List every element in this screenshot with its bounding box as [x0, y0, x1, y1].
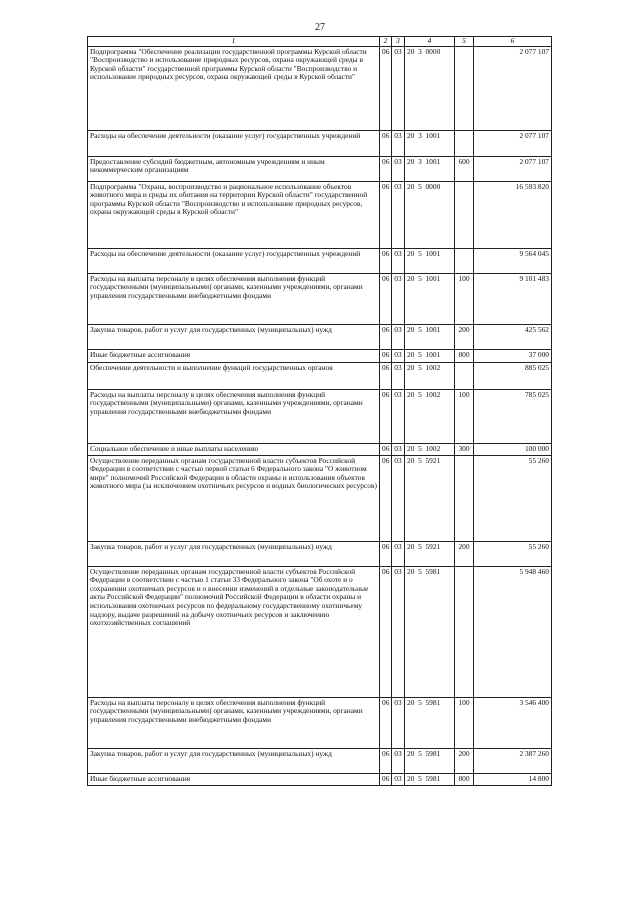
row-expense-type-cell: 200: [455, 541, 474, 566]
row-section-cell: 06: [380, 181, 392, 248]
table-row: [88, 541, 552, 566]
row-subsection-cell: 03: [392, 541, 405, 566]
row-amount-cell: 14 800: [474, 773, 552, 785]
row-amount-cell: 37 000: [474, 349, 552, 362]
row-subsection-cell: 03: [392, 349, 405, 362]
row-section-cell: 06: [380, 773, 392, 785]
table-row: [88, 773, 552, 785]
table-row: [88, 566, 552, 697]
row-name-cell: Закупка товаров, работ и услуг для государственных (муниципальных) нужд: [88, 324, 380, 349]
row-expense-type-cell: [455, 566, 474, 697]
row-name-cell: Подпрограмма "Обеспечение реализации государственной программы Курской области "Воспроизводство и использование природных ресурсов, охрана окружающей среды в Курской области" государственной программы Курской области "Воспроизводство и использование природных ресурсов, охрана окружающей среды в Курской области": [88, 46, 380, 130]
row-name-cell: Обеспечение деятельности и выполнение функций государственных органов: [88, 362, 380, 389]
row-target-article-cell: 20 3 1001: [405, 130, 455, 156]
row-amount-cell: 2 077 107: [474, 156, 552, 181]
row-section-cell: 06: [380, 324, 392, 349]
row-section-cell: 06: [380, 443, 392, 455]
row-subsection-cell: 03: [392, 181, 405, 248]
row-target-article-cell: 20 5 1001: [405, 248, 455, 273]
row-amount-cell: 9 564 045: [474, 248, 552, 273]
row-section-cell: 06: [380, 697, 392, 748]
row-section-cell: 06: [380, 349, 392, 362]
row-amount-cell: 55 260: [474, 541, 552, 566]
table-row: [88, 324, 552, 349]
row-section-cell: 06: [380, 130, 392, 156]
header-col-5: 5: [455, 37, 474, 47]
row-section-cell: 06: [380, 541, 392, 566]
row-expense-type-cell: [455, 455, 474, 541]
header-col-1: 1: [88, 37, 380, 47]
table-row: [88, 362, 552, 389]
row-expense-type-cell: [455, 181, 474, 248]
row-amount-cell: 785 025: [474, 389, 552, 443]
row-target-article-cell: 20 5 5981: [405, 748, 455, 773]
table-row: [88, 181, 552, 248]
row-target-article-cell: 20 5 0000: [405, 181, 455, 248]
table-row: [88, 248, 552, 273]
table-row: [88, 130, 552, 156]
row-name-cell: Расходы на выплаты персоналу в целях обеспечения выполнения функций государственными (муниципальными) органами, казенными учреждениями, органами управления государственными внебюджетными фондами: [88, 697, 380, 748]
row-target-article-cell: 20 3 0000: [405, 46, 455, 130]
row-target-article-cell: 20 5 1001: [405, 324, 455, 349]
row-name-cell: Осуществление переданных органам государственной власти субъектов Российской Федерации в соответствии с частью первой статьи 6 Федерального закона "О животном мире" полномочий Российской Федерации в области охраны и использования объектов животного мира (за исключением охотничьих ресурсов и водных биологических ресурсов): [88, 455, 380, 541]
row-amount-cell: 5 948 460: [474, 566, 552, 697]
row-amount-cell: 16 593 820: [474, 181, 552, 248]
row-amount-cell: 2 387 260: [474, 748, 552, 773]
table-row: [88, 389, 552, 443]
header-col-2: 2: [380, 37, 392, 47]
row-subsection-cell: 03: [392, 46, 405, 130]
row-expense-type-cell: 100: [455, 697, 474, 748]
budget-table: [87, 36, 552, 786]
row-subsection-cell: 03: [392, 748, 405, 773]
row-name-cell: Иные бюджетные ассигнования: [88, 773, 380, 785]
row-expense-type-cell: [455, 248, 474, 273]
row-subsection-cell: 03: [392, 273, 405, 324]
table-row: [88, 455, 552, 541]
table-row: [88, 443, 552, 455]
row-target-article-cell: 20 5 5981: [405, 697, 455, 748]
row-target-article-cell: 20 5 1001: [405, 349, 455, 362]
row-amount-cell: 2 077 107: [474, 46, 552, 130]
row-section-cell: 06: [380, 156, 392, 181]
row-expense-type-cell: 100: [455, 273, 474, 324]
row-amount-cell: 55 260: [474, 455, 552, 541]
row-section-cell: 06: [380, 362, 392, 389]
row-expense-type-cell: 800: [455, 773, 474, 785]
row-target-article-cell: 20 5 1002: [405, 362, 455, 389]
row-expense-type-cell: 200: [455, 324, 474, 349]
table-row: [88, 748, 552, 773]
row-target-article-cell: 20 5 5981: [405, 773, 455, 785]
table-row: [88, 46, 552, 130]
row-subsection-cell: 03: [392, 389, 405, 443]
row-expense-type-cell: 200: [455, 748, 474, 773]
row-amount-cell: 885 025: [474, 362, 552, 389]
row-subsection-cell: 03: [392, 773, 405, 785]
row-subsection-cell: 03: [392, 443, 405, 455]
row-target-article-cell: 20 5 1002: [405, 443, 455, 455]
row-expense-type-cell: [455, 46, 474, 130]
row-name-cell: Предоставление субсидий бюджетным, автономным учреждениям и иным некоммерческим организациям: [88, 156, 380, 181]
row-section-cell: 06: [380, 248, 392, 273]
page-number: 27: [315, 22, 325, 33]
row-name-cell: Расходы на выплаты персоналу в целях обеспечения выполнения функций государственными (муниципальными) органами, казенными учреждениями, органами управления государственными внебюджетными фондами: [88, 389, 380, 443]
header-col-6: 6: [474, 37, 552, 47]
row-expense-type-cell: [455, 130, 474, 156]
row-target-article-cell: 20 5 1001: [405, 273, 455, 324]
row-target-article-cell: 20 5 5921: [405, 455, 455, 541]
row-name-cell: Расходы на обеспечение деятельности (оказание услуг) государственных учреждений: [88, 130, 380, 156]
table-row: [88, 697, 552, 748]
row-name-cell: Расходы на выплаты персоналу в целях обеспечения выполнения функций государственными (муниципальными) органами, казенными учреждениями, органами управления государственными внебюджетными фондами: [88, 273, 380, 324]
row-subsection-cell: 03: [392, 566, 405, 697]
header-row: [88, 37, 552, 47]
row-section-cell: 06: [380, 389, 392, 443]
row-name-cell: Закупка товаров, работ и услуг для государственных (муниципальных) нужд: [88, 748, 380, 773]
row-amount-cell: 425 562: [474, 324, 552, 349]
header-col-4: 4: [405, 37, 455, 47]
row-subsection-cell: 03: [392, 324, 405, 349]
row-name-cell: Осуществление переданных органам государственной власти субъектов Российской Федерации в соответствии с частью 1 статьи 33 Федерального закона "Об охоте и о сохранении охотничьих ресурсов и о внесении изменений в отдельные законодательные акты Российской Федерации" полномочий Российской Федерации в области охраны и использования охотничьих ресурсов по федеральному государственному охотничьему надзору, выдаче разрешений на добычу охотничьих ресурсов и заключению охотхозяйственных соглашений: [88, 566, 380, 697]
table-row: [88, 273, 552, 324]
row-name-cell: Закупка товаров, работ и услуг для государственных (муниципальных) нужд: [88, 541, 380, 566]
row-expense-type-cell: 600: [455, 156, 474, 181]
row-subsection-cell: 03: [392, 362, 405, 389]
row-section-cell: 06: [380, 748, 392, 773]
row-amount-cell: 9 101 483: [474, 273, 552, 324]
row-subsection-cell: 03: [392, 455, 405, 541]
table-row: [88, 349, 552, 362]
row-name-cell: Подпрограмма "Охрана, воспроизводство и рациональное использование объектов животного мира и среды их обитания на территории Курской области" государственной программы Курской области "Воспроизводство и использование природных ресурсов, охрана окружающей среды в Курской области": [88, 181, 380, 248]
row-section-cell: 06: [380, 455, 392, 541]
row-target-article-cell: 20 5 5921: [405, 541, 455, 566]
header-col-3: 3: [392, 37, 405, 47]
row-target-article-cell: 20 5 5981: [405, 566, 455, 697]
row-subsection-cell: 03: [392, 697, 405, 748]
row-amount-cell: 100 000: [474, 443, 552, 455]
row-name-cell: Иные бюджетные ассигнования: [88, 349, 380, 362]
row-name-cell: Расходы на обеспечение деятельности (оказание услуг) государственных учреждений: [88, 248, 380, 273]
row-expense-type-cell: 300: [455, 443, 474, 455]
row-amount-cell: 3 546 400: [474, 697, 552, 748]
row-expense-type-cell: 800: [455, 349, 474, 362]
row-expense-type-cell: [455, 362, 474, 389]
row-target-article-cell: 20 5 1002: [405, 389, 455, 443]
row-subsection-cell: 03: [392, 156, 405, 181]
row-subsection-cell: 03: [392, 130, 405, 156]
row-name-cell: Социальное обеспечение и иные выплаты населению: [88, 443, 380, 455]
row-amount-cell: 2 077 107: [474, 130, 552, 156]
row-section-cell: 06: [380, 566, 392, 697]
row-section-cell: 06: [380, 46, 392, 130]
table-row: [88, 156, 552, 181]
row-expense-type-cell: 100: [455, 389, 474, 443]
row-target-article-cell: 20 3 1001: [405, 156, 455, 181]
row-section-cell: 06: [380, 273, 392, 324]
row-subsection-cell: 03: [392, 248, 405, 273]
